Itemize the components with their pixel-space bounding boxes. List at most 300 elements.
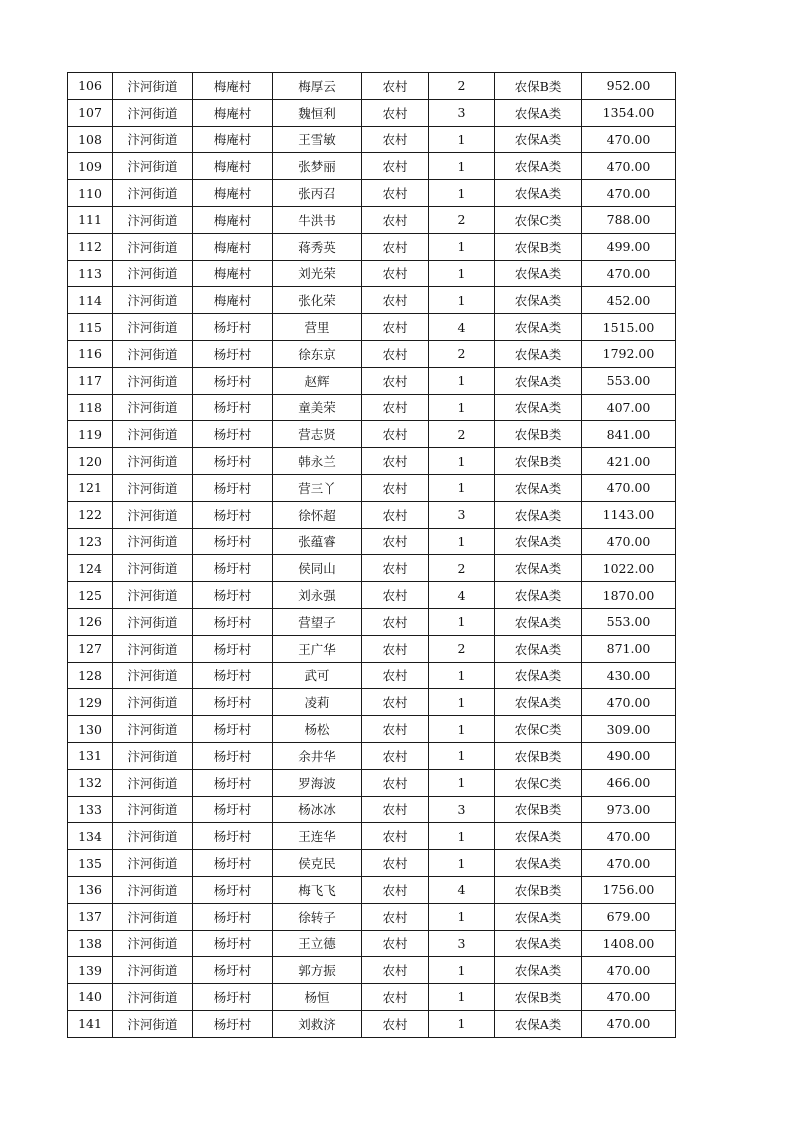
category-cell: 农保B类	[495, 984, 582, 1011]
street-cell: 汴河街道	[113, 528, 193, 555]
village-cell: 杨圩村	[193, 528, 273, 555]
name-cell: 刘永强	[273, 582, 362, 609]
village-cell: 梅庵村	[193, 287, 273, 314]
street-cell: 汴河街道	[113, 73, 193, 100]
village-cell: 杨圩村	[193, 1010, 273, 1037]
household-size-cell: 1	[429, 260, 495, 287]
table-row	[68, 769, 676, 796]
amount-cell: 490.00	[582, 742, 676, 769]
name-cell: 杨冰冰	[273, 796, 362, 823]
row-number: 128	[68, 662, 113, 689]
village-cell: 杨圩村	[193, 823, 273, 850]
street-cell: 汴河街道	[113, 340, 193, 367]
area-type-cell: 农村	[362, 73, 429, 100]
street-cell: 汴河街道	[113, 448, 193, 475]
household-size-cell: 4	[429, 876, 495, 903]
area-type-cell: 农村	[362, 876, 429, 903]
category-cell: 农保C类	[495, 769, 582, 796]
street-cell: 汴河街道	[113, 260, 193, 287]
village-cell: 杨圩村	[193, 769, 273, 796]
row-number: 117	[68, 367, 113, 394]
row-number: 111	[68, 206, 113, 233]
name-cell: 王立德	[273, 930, 362, 957]
area-type-cell: 农村	[362, 796, 429, 823]
household-size-cell: 1	[429, 1010, 495, 1037]
name-cell: 张蕴睿	[273, 528, 362, 555]
row-number: 119	[68, 421, 113, 448]
street-cell: 汴河街道	[113, 474, 193, 501]
amount-cell: 470.00	[582, 126, 676, 153]
row-number: 130	[68, 716, 113, 743]
street-cell: 汴河街道	[113, 984, 193, 1011]
street-cell: 汴河街道	[113, 180, 193, 207]
area-type-cell: 农村	[362, 153, 429, 180]
village-cell: 杨圩村	[193, 984, 273, 1011]
amount-cell: 466.00	[582, 769, 676, 796]
amount-cell: 470.00	[582, 984, 676, 1011]
street-cell: 汴河街道	[113, 930, 193, 957]
household-size-cell: 1	[429, 153, 495, 180]
row-number: 121	[68, 474, 113, 501]
amount-cell: 470.00	[582, 823, 676, 850]
table-row	[68, 1010, 676, 1037]
street-cell: 汴河街道	[113, 662, 193, 689]
household-size-cell: 2	[429, 635, 495, 662]
row-number: 129	[68, 689, 113, 716]
amount-cell: 1022.00	[582, 555, 676, 582]
street-cell: 汴河街道	[113, 769, 193, 796]
household-size-cell: 1	[429, 608, 495, 635]
table-row	[68, 421, 676, 448]
name-cell: 武可	[273, 662, 362, 689]
category-cell: 农保B类	[495, 421, 582, 448]
name-cell: 张丙召	[273, 180, 362, 207]
village-cell: 杨圩村	[193, 448, 273, 475]
household-size-cell: 1	[429, 287, 495, 314]
amount-cell: 309.00	[582, 716, 676, 743]
table-row	[68, 99, 676, 126]
village-cell: 杨圩村	[193, 796, 273, 823]
amount-cell: 1408.00	[582, 930, 676, 957]
street-cell: 汴河街道	[113, 582, 193, 609]
household-size-cell: 2	[429, 555, 495, 582]
name-cell: 魏恒利	[273, 99, 362, 126]
category-cell: 农保A类	[495, 555, 582, 582]
village-cell: 杨圩村	[193, 608, 273, 635]
row-number: 125	[68, 582, 113, 609]
village-cell: 梅庵村	[193, 126, 273, 153]
household-size-cell: 1	[429, 850, 495, 877]
name-cell: 杨松	[273, 716, 362, 743]
name-cell: 韩永兰	[273, 448, 362, 475]
village-cell: 杨圩村	[193, 474, 273, 501]
area-type-cell: 农村	[362, 99, 429, 126]
street-cell: 汴河街道	[113, 635, 193, 662]
table-row	[68, 501, 676, 528]
village-cell: 杨圩村	[193, 930, 273, 957]
household-size-cell: 1	[429, 769, 495, 796]
name-cell: 王广华	[273, 635, 362, 662]
row-number: 126	[68, 608, 113, 635]
table-row	[68, 233, 676, 260]
village-cell: 梅庵村	[193, 233, 273, 260]
row-number: 115	[68, 314, 113, 341]
amount-cell: 470.00	[582, 474, 676, 501]
area-type-cell: 农村	[362, 742, 429, 769]
village-cell: 杨圩村	[193, 394, 273, 421]
village-cell: 杨圩村	[193, 662, 273, 689]
row-number: 107	[68, 99, 113, 126]
row-number: 132	[68, 769, 113, 796]
name-cell: 赵辉	[273, 367, 362, 394]
household-size-cell: 1	[429, 957, 495, 984]
area-type-cell: 农村	[362, 769, 429, 796]
category-cell: 农保A类	[495, 340, 582, 367]
amount-cell: 553.00	[582, 608, 676, 635]
category-cell: 农保A类	[495, 501, 582, 528]
name-cell: 营三丫	[273, 474, 362, 501]
category-cell: 农保A类	[495, 689, 582, 716]
table-row	[68, 742, 676, 769]
street-cell: 汴河街道	[113, 823, 193, 850]
table-row	[68, 528, 676, 555]
row-number: 106	[68, 73, 113, 100]
household-size-cell: 3	[429, 501, 495, 528]
amount-cell: 499.00	[582, 233, 676, 260]
name-cell: 营望子	[273, 608, 362, 635]
name-cell: 郭方振	[273, 957, 362, 984]
area-type-cell: 农村	[362, 635, 429, 662]
village-cell: 杨圩村	[193, 742, 273, 769]
row-number: 127	[68, 635, 113, 662]
category-cell: 农保B类	[495, 73, 582, 100]
street-cell: 汴河街道	[113, 287, 193, 314]
household-size-cell: 1	[429, 126, 495, 153]
village-cell: 杨圩村	[193, 716, 273, 743]
household-size-cell: 1	[429, 528, 495, 555]
street-cell: 汴河街道	[113, 796, 193, 823]
amount-cell: 1515.00	[582, 314, 676, 341]
area-type-cell: 农村	[362, 448, 429, 475]
row-number: 136	[68, 876, 113, 903]
amount-cell: 407.00	[582, 394, 676, 421]
category-cell: 农保B类	[495, 876, 582, 903]
area-type-cell: 农村	[362, 689, 429, 716]
category-cell: 农保A类	[495, 662, 582, 689]
street-cell: 汴河街道	[113, 367, 193, 394]
table-row	[68, 689, 676, 716]
table-row	[68, 984, 676, 1011]
table-row	[68, 260, 676, 287]
amount-cell: 973.00	[582, 796, 676, 823]
table-row	[68, 287, 676, 314]
amount-cell: 1756.00	[582, 876, 676, 903]
household-size-cell: 1	[429, 903, 495, 930]
household-size-cell: 1	[429, 984, 495, 1011]
table-row	[68, 850, 676, 877]
amount-cell: 553.00	[582, 367, 676, 394]
category-cell: 农保A类	[495, 474, 582, 501]
row-number: 124	[68, 555, 113, 582]
name-cell: 营里	[273, 314, 362, 341]
category-cell: 农保A类	[495, 180, 582, 207]
row-number: 110	[68, 180, 113, 207]
amount-cell: 421.00	[582, 448, 676, 475]
category-cell: 农保A类	[495, 608, 582, 635]
table-row	[68, 555, 676, 582]
table-row	[68, 823, 676, 850]
category-cell: 农保A类	[495, 314, 582, 341]
area-type-cell: 农村	[362, 716, 429, 743]
table-row	[68, 876, 676, 903]
amount-cell: 470.00	[582, 180, 676, 207]
table-row	[68, 448, 676, 475]
area-type-cell: 农村	[362, 1010, 429, 1037]
row-number: 140	[68, 984, 113, 1011]
household-size-cell: 1	[429, 180, 495, 207]
name-cell: 童美荣	[273, 394, 362, 421]
household-size-cell: 3	[429, 930, 495, 957]
amount-cell: 841.00	[582, 421, 676, 448]
area-type-cell: 农村	[362, 340, 429, 367]
village-cell: 梅庵村	[193, 260, 273, 287]
street-cell: 汴河街道	[113, 501, 193, 528]
name-cell: 侯同山	[273, 555, 362, 582]
category-cell: 农保C类	[495, 716, 582, 743]
village-cell: 梅庵村	[193, 206, 273, 233]
village-cell: 杨圩村	[193, 689, 273, 716]
row-number: 137	[68, 903, 113, 930]
area-type-cell: 农村	[362, 126, 429, 153]
street-cell: 汴河街道	[113, 421, 193, 448]
street-cell: 汴河街道	[113, 1010, 193, 1037]
household-size-cell: 1	[429, 823, 495, 850]
amount-cell: 679.00	[582, 903, 676, 930]
name-cell: 徐怀超	[273, 501, 362, 528]
row-number: 118	[68, 394, 113, 421]
row-number: 120	[68, 448, 113, 475]
amount-cell: 470.00	[582, 528, 676, 555]
area-type-cell: 农村	[362, 501, 429, 528]
table-row	[68, 608, 676, 635]
category-cell: 农保A类	[495, 635, 582, 662]
row-number: 141	[68, 1010, 113, 1037]
table-row	[68, 474, 676, 501]
table-row	[68, 153, 676, 180]
street-cell: 汴河街道	[113, 903, 193, 930]
category-cell: 农保A类	[495, 823, 582, 850]
household-size-cell: 1	[429, 742, 495, 769]
category-cell: 农保A类	[495, 930, 582, 957]
street-cell: 汴河街道	[113, 608, 193, 635]
category-cell: 农保A类	[495, 367, 582, 394]
area-type-cell: 农村	[362, 394, 429, 421]
area-type-cell: 农村	[362, 287, 429, 314]
area-type-cell: 农村	[362, 528, 429, 555]
amount-cell: 430.00	[582, 662, 676, 689]
row-number: 135	[68, 850, 113, 877]
table-row	[68, 126, 676, 153]
row-number: 134	[68, 823, 113, 850]
row-number: 133	[68, 796, 113, 823]
name-cell: 罗海波	[273, 769, 362, 796]
area-type-cell: 农村	[362, 823, 429, 850]
category-cell: 农保A类	[495, 126, 582, 153]
name-cell: 蒋秀英	[273, 233, 362, 260]
amount-cell: 470.00	[582, 689, 676, 716]
village-cell: 杨圩村	[193, 421, 273, 448]
village-cell: 梅庵村	[193, 153, 273, 180]
table-row	[68, 314, 676, 341]
table-body	[68, 73, 676, 1038]
name-cell: 梅飞飞	[273, 876, 362, 903]
name-cell: 余井华	[273, 742, 362, 769]
amount-cell: 470.00	[582, 153, 676, 180]
household-size-cell: 1	[429, 716, 495, 743]
table-row	[68, 582, 676, 609]
area-type-cell: 农村	[362, 582, 429, 609]
table-row	[68, 796, 676, 823]
row-number: 139	[68, 957, 113, 984]
category-cell: 农保A类	[495, 394, 582, 421]
area-type-cell: 农村	[362, 474, 429, 501]
area-type-cell: 农村	[362, 984, 429, 1011]
category-cell: 农保A类	[495, 903, 582, 930]
household-size-cell: 2	[429, 73, 495, 100]
name-cell: 徐东京	[273, 340, 362, 367]
name-cell: 张化荣	[273, 287, 362, 314]
area-type-cell: 农村	[362, 903, 429, 930]
area-type-cell: 农村	[362, 180, 429, 207]
village-cell: 杨圩村	[193, 367, 273, 394]
household-size-cell: 1	[429, 689, 495, 716]
row-number: 108	[68, 126, 113, 153]
area-type-cell: 农村	[362, 930, 429, 957]
row-number: 114	[68, 287, 113, 314]
name-cell: 侯克民	[273, 850, 362, 877]
area-type-cell: 农村	[362, 260, 429, 287]
street-cell: 汴河街道	[113, 126, 193, 153]
name-cell: 杨恒	[273, 984, 362, 1011]
row-number: 116	[68, 340, 113, 367]
data-table	[67, 72, 676, 1038]
area-type-cell: 农村	[362, 608, 429, 635]
category-cell: 农保A类	[495, 957, 582, 984]
village-cell: 梅庵村	[193, 73, 273, 100]
category-cell: 农保A类	[495, 582, 582, 609]
table-row	[68, 635, 676, 662]
street-cell: 汴河街道	[113, 394, 193, 421]
row-number: 113	[68, 260, 113, 287]
household-size-cell: 4	[429, 314, 495, 341]
name-cell: 刘救济	[273, 1010, 362, 1037]
category-cell: 农保A类	[495, 850, 582, 877]
table-row	[68, 957, 676, 984]
street-cell: 汴河街道	[113, 314, 193, 341]
area-type-cell: 农村	[362, 421, 429, 448]
category-cell: 农保A类	[495, 260, 582, 287]
street-cell: 汴河街道	[113, 689, 193, 716]
row-number: 109	[68, 153, 113, 180]
area-type-cell: 农村	[362, 555, 429, 582]
amount-cell: 452.00	[582, 287, 676, 314]
name-cell: 刘光荣	[273, 260, 362, 287]
table-row	[68, 903, 676, 930]
amount-cell: 952.00	[582, 73, 676, 100]
row-number: 112	[68, 233, 113, 260]
table-row	[68, 340, 676, 367]
household-size-cell: 3	[429, 796, 495, 823]
category-cell: 农保A类	[495, 287, 582, 314]
name-cell: 凌莉	[273, 689, 362, 716]
row-number: 123	[68, 528, 113, 555]
amount-cell: 788.00	[582, 206, 676, 233]
amount-cell: 470.00	[582, 850, 676, 877]
table-row	[68, 394, 676, 421]
category-cell: 农保B类	[495, 233, 582, 260]
table-row	[68, 662, 676, 689]
row-number: 122	[68, 501, 113, 528]
village-cell: 杨圩村	[193, 957, 273, 984]
street-cell: 汴河街道	[113, 876, 193, 903]
village-cell: 杨圩村	[193, 582, 273, 609]
row-number: 138	[68, 930, 113, 957]
amount-cell: 470.00	[582, 957, 676, 984]
category-cell: 农保B类	[495, 448, 582, 475]
household-size-cell: 1	[429, 474, 495, 501]
household-size-cell: 4	[429, 582, 495, 609]
village-cell: 杨圩村	[193, 903, 273, 930]
category-cell: 农保C类	[495, 206, 582, 233]
street-cell: 汴河街道	[113, 555, 193, 582]
village-cell: 杨圩村	[193, 876, 273, 903]
street-cell: 汴河街道	[113, 99, 193, 126]
village-cell: 杨圩村	[193, 340, 273, 367]
household-size-cell: 2	[429, 340, 495, 367]
household-size-cell: 2	[429, 206, 495, 233]
category-cell: 农保B类	[495, 742, 582, 769]
street-cell: 汴河街道	[113, 206, 193, 233]
table-row	[68, 716, 676, 743]
street-cell: 汴河街道	[113, 850, 193, 877]
name-cell: 王连华	[273, 823, 362, 850]
table-row	[68, 206, 676, 233]
category-cell: 农保A类	[495, 528, 582, 555]
area-type-cell: 农村	[362, 957, 429, 984]
household-size-cell: 1	[429, 394, 495, 421]
village-cell: 梅庵村	[193, 99, 273, 126]
name-cell: 徐转子	[273, 903, 362, 930]
amount-cell: 1354.00	[582, 99, 676, 126]
amount-cell: 871.00	[582, 635, 676, 662]
household-size-cell: 2	[429, 421, 495, 448]
category-cell: 农保A类	[495, 1010, 582, 1037]
name-cell: 王雪敏	[273, 126, 362, 153]
table-row	[68, 367, 676, 394]
street-cell: 汴河街道	[113, 233, 193, 260]
amount-cell: 470.00	[582, 260, 676, 287]
area-type-cell: 农村	[362, 314, 429, 341]
household-size-cell: 1	[429, 662, 495, 689]
area-type-cell: 农村	[362, 850, 429, 877]
category-cell: 农保B类	[495, 796, 582, 823]
amount-cell: 1870.00	[582, 582, 676, 609]
name-cell: 梅厚云	[273, 73, 362, 100]
area-type-cell: 农村	[362, 662, 429, 689]
name-cell: 牛洪书	[273, 206, 362, 233]
village-cell: 杨圩村	[193, 635, 273, 662]
amount-cell: 1792.00	[582, 340, 676, 367]
